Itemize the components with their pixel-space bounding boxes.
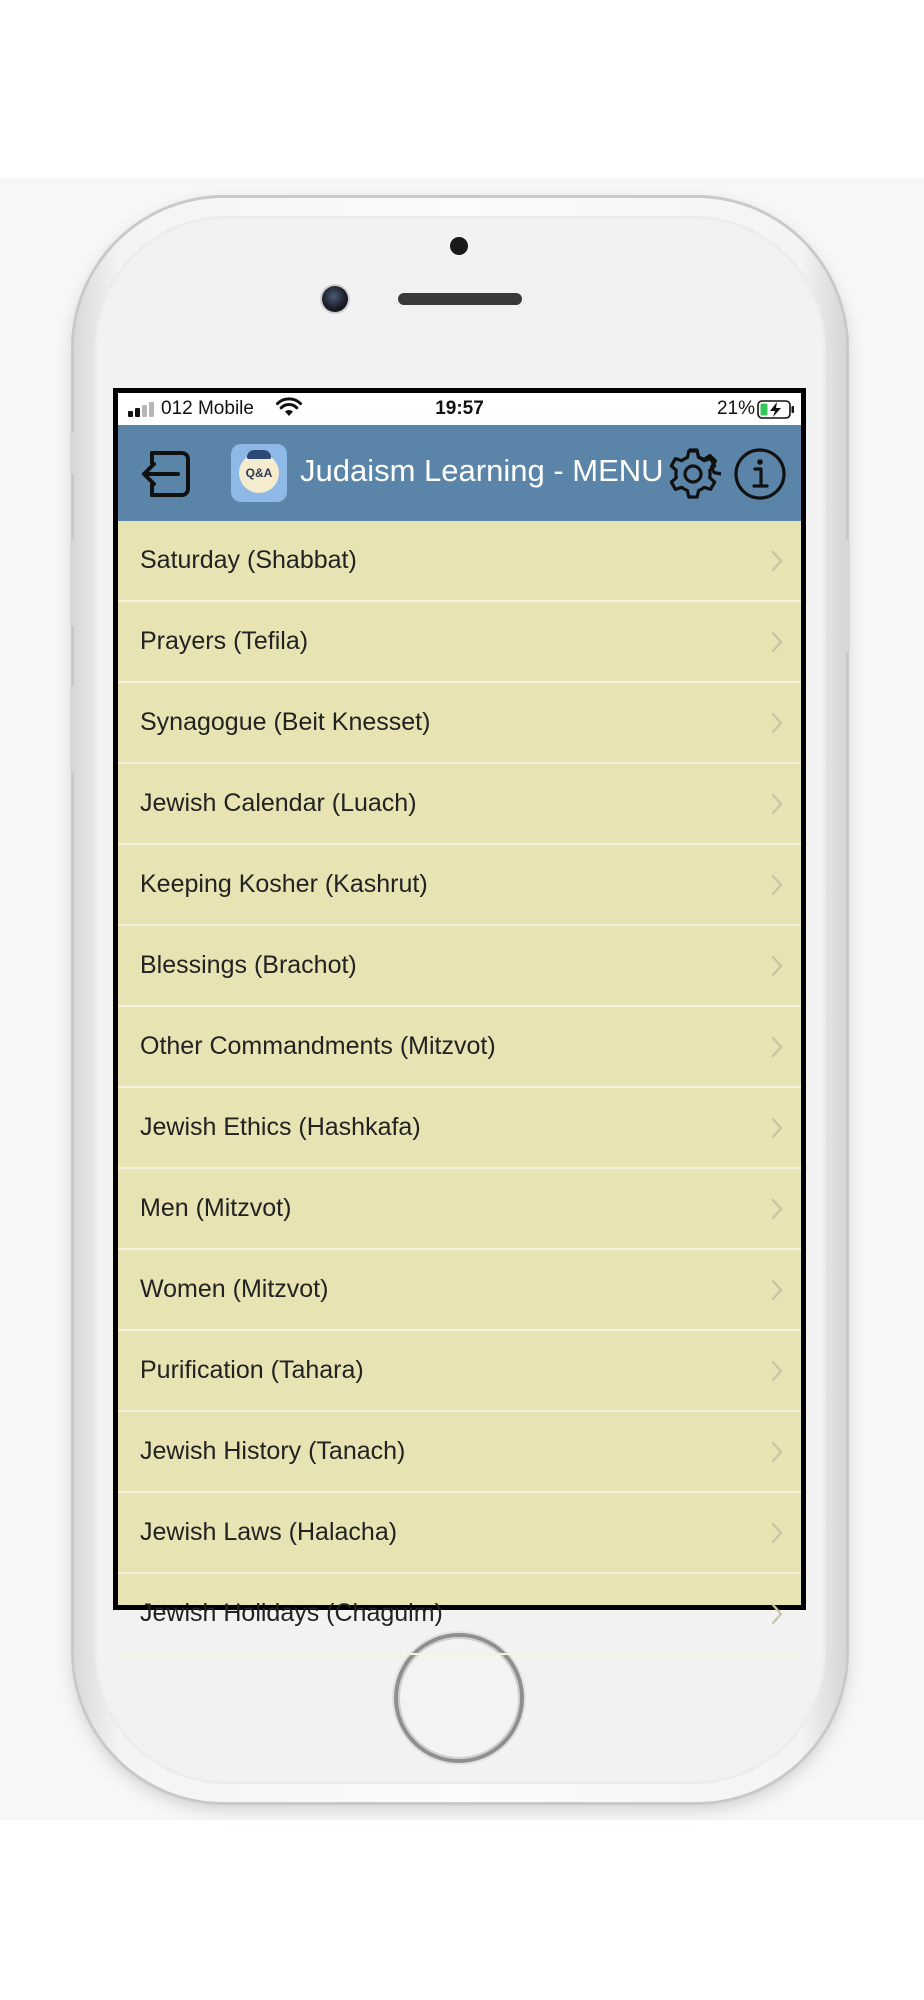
chevron-right-icon xyxy=(771,955,783,977)
info-button[interactable] xyxy=(733,447,787,501)
chevron-right-icon xyxy=(771,1603,783,1625)
menu-item-label: Women (Mitzvot) xyxy=(140,1275,329,1303)
menu-item-label: Jewish Calendar (Luach) xyxy=(140,789,417,817)
phone-power-button xyxy=(845,540,850,652)
front-camera xyxy=(322,286,348,312)
menu-item-label: Men (Mitzvot) xyxy=(140,1194,292,1222)
menu-item-shabbat[interactable] xyxy=(118,521,801,602)
menu-item-label: Jewish History (Tanach) xyxy=(140,1437,406,1465)
chevron-right-icon xyxy=(771,1522,783,1544)
menu-item-kashrut[interactable] xyxy=(118,845,801,926)
battery-charging-icon xyxy=(757,400,795,425)
chevron-right-icon xyxy=(771,1279,783,1301)
menu-item-label: Other Commandments (Mitzvot) xyxy=(140,1032,496,1060)
menu-item-label: Saturday (Shabbat) xyxy=(140,546,357,574)
menu-item-mitzvot[interactable] xyxy=(118,1007,801,1088)
settings-button[interactable] xyxy=(666,447,720,501)
menu-item-label: Jewish Ethics (Hashkafa) xyxy=(140,1113,421,1141)
chevron-right-icon xyxy=(771,550,783,572)
chevron-right-icon xyxy=(771,1036,783,1058)
status-bar xyxy=(118,393,801,425)
status-time: 19:57 xyxy=(435,398,484,419)
gear-icon xyxy=(666,447,720,501)
chevron-right-icon xyxy=(771,1441,783,1463)
earpiece-speaker xyxy=(398,293,522,305)
menu-item-label: Jewish Holidays (Chaguim) xyxy=(140,1599,443,1627)
chevron-right-icon xyxy=(771,874,783,896)
exit-icon xyxy=(138,447,192,501)
app-screen xyxy=(113,388,806,1627)
phone-volume-up xyxy=(70,540,75,626)
battery-percentage: 21% xyxy=(716,398,755,419)
kippah-icon xyxy=(247,450,271,459)
phone-volume-down xyxy=(70,686,75,772)
menu-item-halacha[interactable] xyxy=(118,1493,801,1574)
proximity-sensor xyxy=(450,237,468,255)
home-button[interactable] xyxy=(398,1637,520,1759)
phone-mute-switch xyxy=(70,432,75,474)
menu-item-luach[interactable] xyxy=(118,764,801,845)
carrier-name: 012 Mobile xyxy=(161,398,254,419)
page-title: Judaism Learning - MENU xyxy=(300,453,664,488)
menu-item-brachot[interactable] xyxy=(118,926,801,1007)
info-icon xyxy=(733,447,787,501)
menu-item-label: Jewish Laws (Halacha) xyxy=(140,1518,398,1546)
chevron-right-icon xyxy=(771,1117,783,1139)
menu-item-label: Purification (Tahara) xyxy=(140,1356,364,1384)
menu-item-chaguim[interactable] xyxy=(118,1574,801,1655)
menu-item-hashkafa[interactable] xyxy=(118,1088,801,1169)
menu-item-beit-knesset[interactable] xyxy=(118,683,801,764)
chevron-right-icon xyxy=(771,631,783,653)
menu-item-label: Prayers (Tefila) xyxy=(140,627,309,655)
topic-menu-list xyxy=(118,521,801,1627)
menu-item-men-mitzvot[interactable] xyxy=(118,1169,801,1250)
app-logo xyxy=(231,444,287,502)
app-logo-text: Q&A xyxy=(239,453,279,493)
chevron-right-icon xyxy=(771,712,783,734)
menu-item-women-mitzvot[interactable] xyxy=(118,1250,801,1331)
exit-button[interactable] xyxy=(138,447,192,501)
chevron-right-icon xyxy=(771,1360,783,1382)
menu-item-label: Keeping Kosher (Kashrut) xyxy=(140,870,428,898)
menu-item-label: Blessings (Brachot) xyxy=(140,951,357,979)
navigation-bar xyxy=(118,425,801,521)
chevron-right-icon xyxy=(771,793,783,815)
menu-item-tahara[interactable] xyxy=(118,1331,801,1412)
chevron-right-icon xyxy=(771,1198,783,1220)
menu-item-tanach[interactable] xyxy=(118,1412,801,1493)
menu-item-label: Synagogue (Beit Knesset) xyxy=(140,708,431,736)
menu-item-tefila[interactable] xyxy=(118,602,801,683)
